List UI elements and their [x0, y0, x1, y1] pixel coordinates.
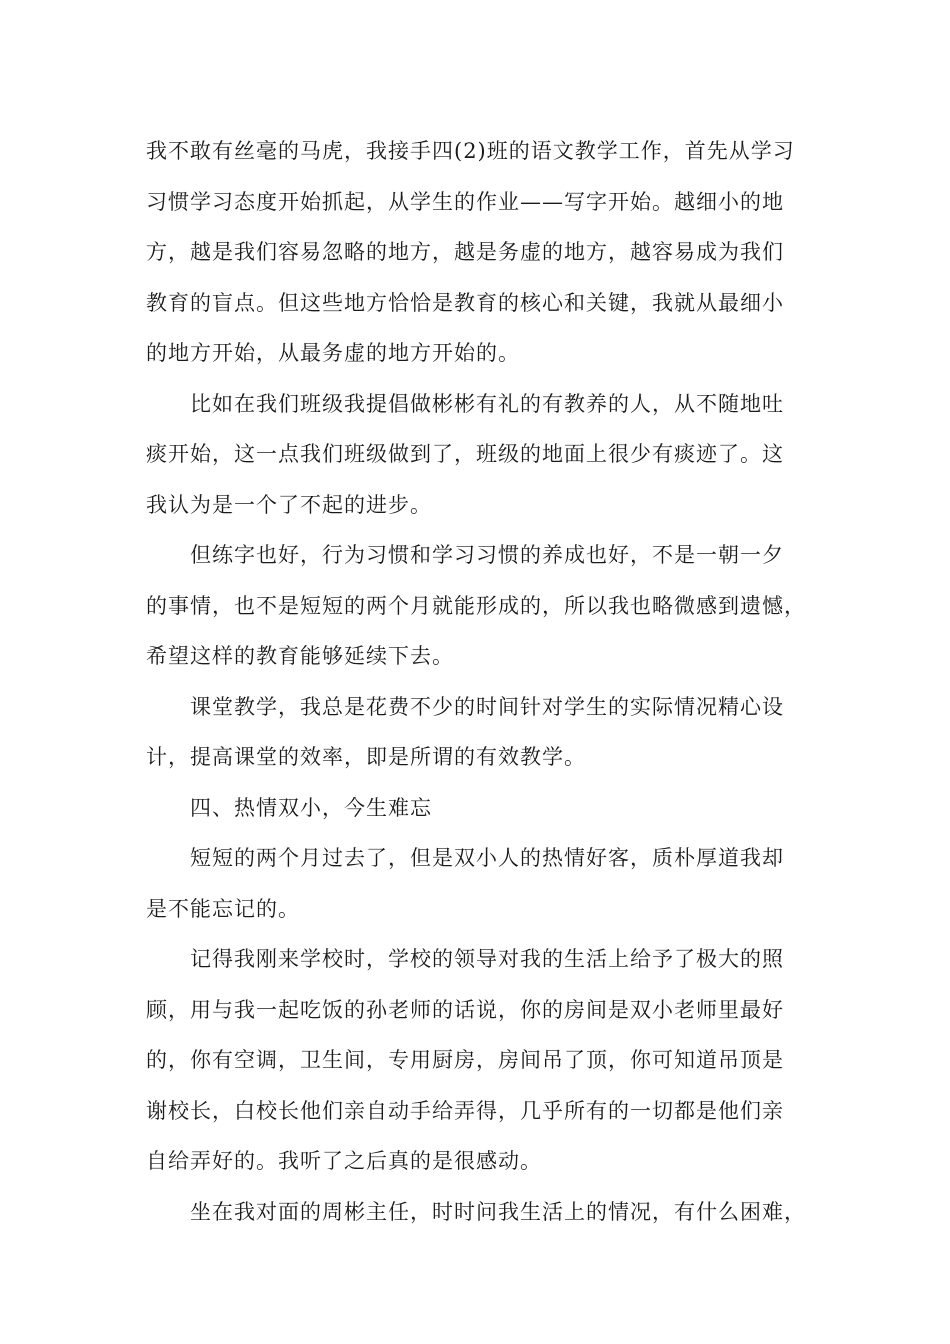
text-line: 顾，用与我一起吃饭的孙老师的话说，你的房间是双小老师里最好	[146, 997, 784, 1022]
text-line: 但练字也好，行为习惯和学习习惯的养成也好，不是一朝一夕	[190, 543, 784, 567]
text-line: 我认为是一个了不起的进步。	[146, 492, 432, 517]
text-line: 习惯学习态度开始抓起，从学生的作业——写字开始。越细小的地	[146, 189, 784, 214]
paragraph	[146, 934, 822, 1187]
paragraph	[146, 833, 822, 934]
text-line: 教育的盲点。但这些地方恰恰是教育的核心和关键，我就从最细小	[146, 290, 784, 315]
text-line: 痰开始，这一点我们班级做到了，班级的地面上很少有痰迹了。这	[146, 442, 784, 466]
text-line: 自给弄好的。我听了之后真的是很感动。	[146, 1149, 542, 1173]
paragraph	[146, 530, 822, 682]
text-line: 谢校长，白校长他们亲自动手给弄得，几乎所有的一切都是他们亲	[146, 1098, 784, 1123]
text-line: 四、热情双小，今生难忘	[190, 795, 432, 820]
text-line: 希望这样的教育能够延续下去。	[146, 644, 454, 668]
paragraph	[146, 379, 822, 531]
text-line: 的，你有空调，卫生间，专用厨房，房间吊了顶，你可知道吊顶是	[146, 1048, 784, 1072]
paragraph	[146, 1187, 822, 1238]
document-body	[146, 126, 822, 1237]
text-line: 计，提高课堂的效率，即是所谓的有效教学。	[146, 745, 586, 769]
text-line: 记得我刚来学校时，学校的领导对我的生活上给予了极大的照	[190, 947, 784, 971]
text-line: 比如在我们班级我提倡做彬彬有礼的有教养的人，从不随地吐	[190, 391, 784, 416]
text-line: 课堂教学，我总是花费不少的时间针对学生的实际情况精心设	[190, 694, 784, 719]
text-line: 我不敢有丝毫的马虎，我接手四(2)班的语文教学工作，首先从学习	[146, 139, 795, 163]
text-line: 是不能忘记的。	[146, 896, 300, 921]
paragraph	[146, 126, 822, 379]
paragraph	[146, 682, 822, 783]
text-line: 的事情，也不是短短的两个月就能形成的，所以我也略微感到遗憾，	[146, 593, 806, 618]
text-line: 方，越是我们容易忽略的地方，越是务虚的地方，越容易成为我们	[146, 240, 784, 264]
section-heading	[146, 783, 822, 834]
text-line: 坐在我对面的周彬主任，时时问我生活上的情况，有什么困难，	[190, 1199, 806, 1224]
text-line: 短短的两个月过去了，但是双小人的热情好客，质朴厚道我却	[190, 846, 784, 870]
text-line: 的地方开始，从最务虚的地方开始的。	[146, 341, 520, 365]
